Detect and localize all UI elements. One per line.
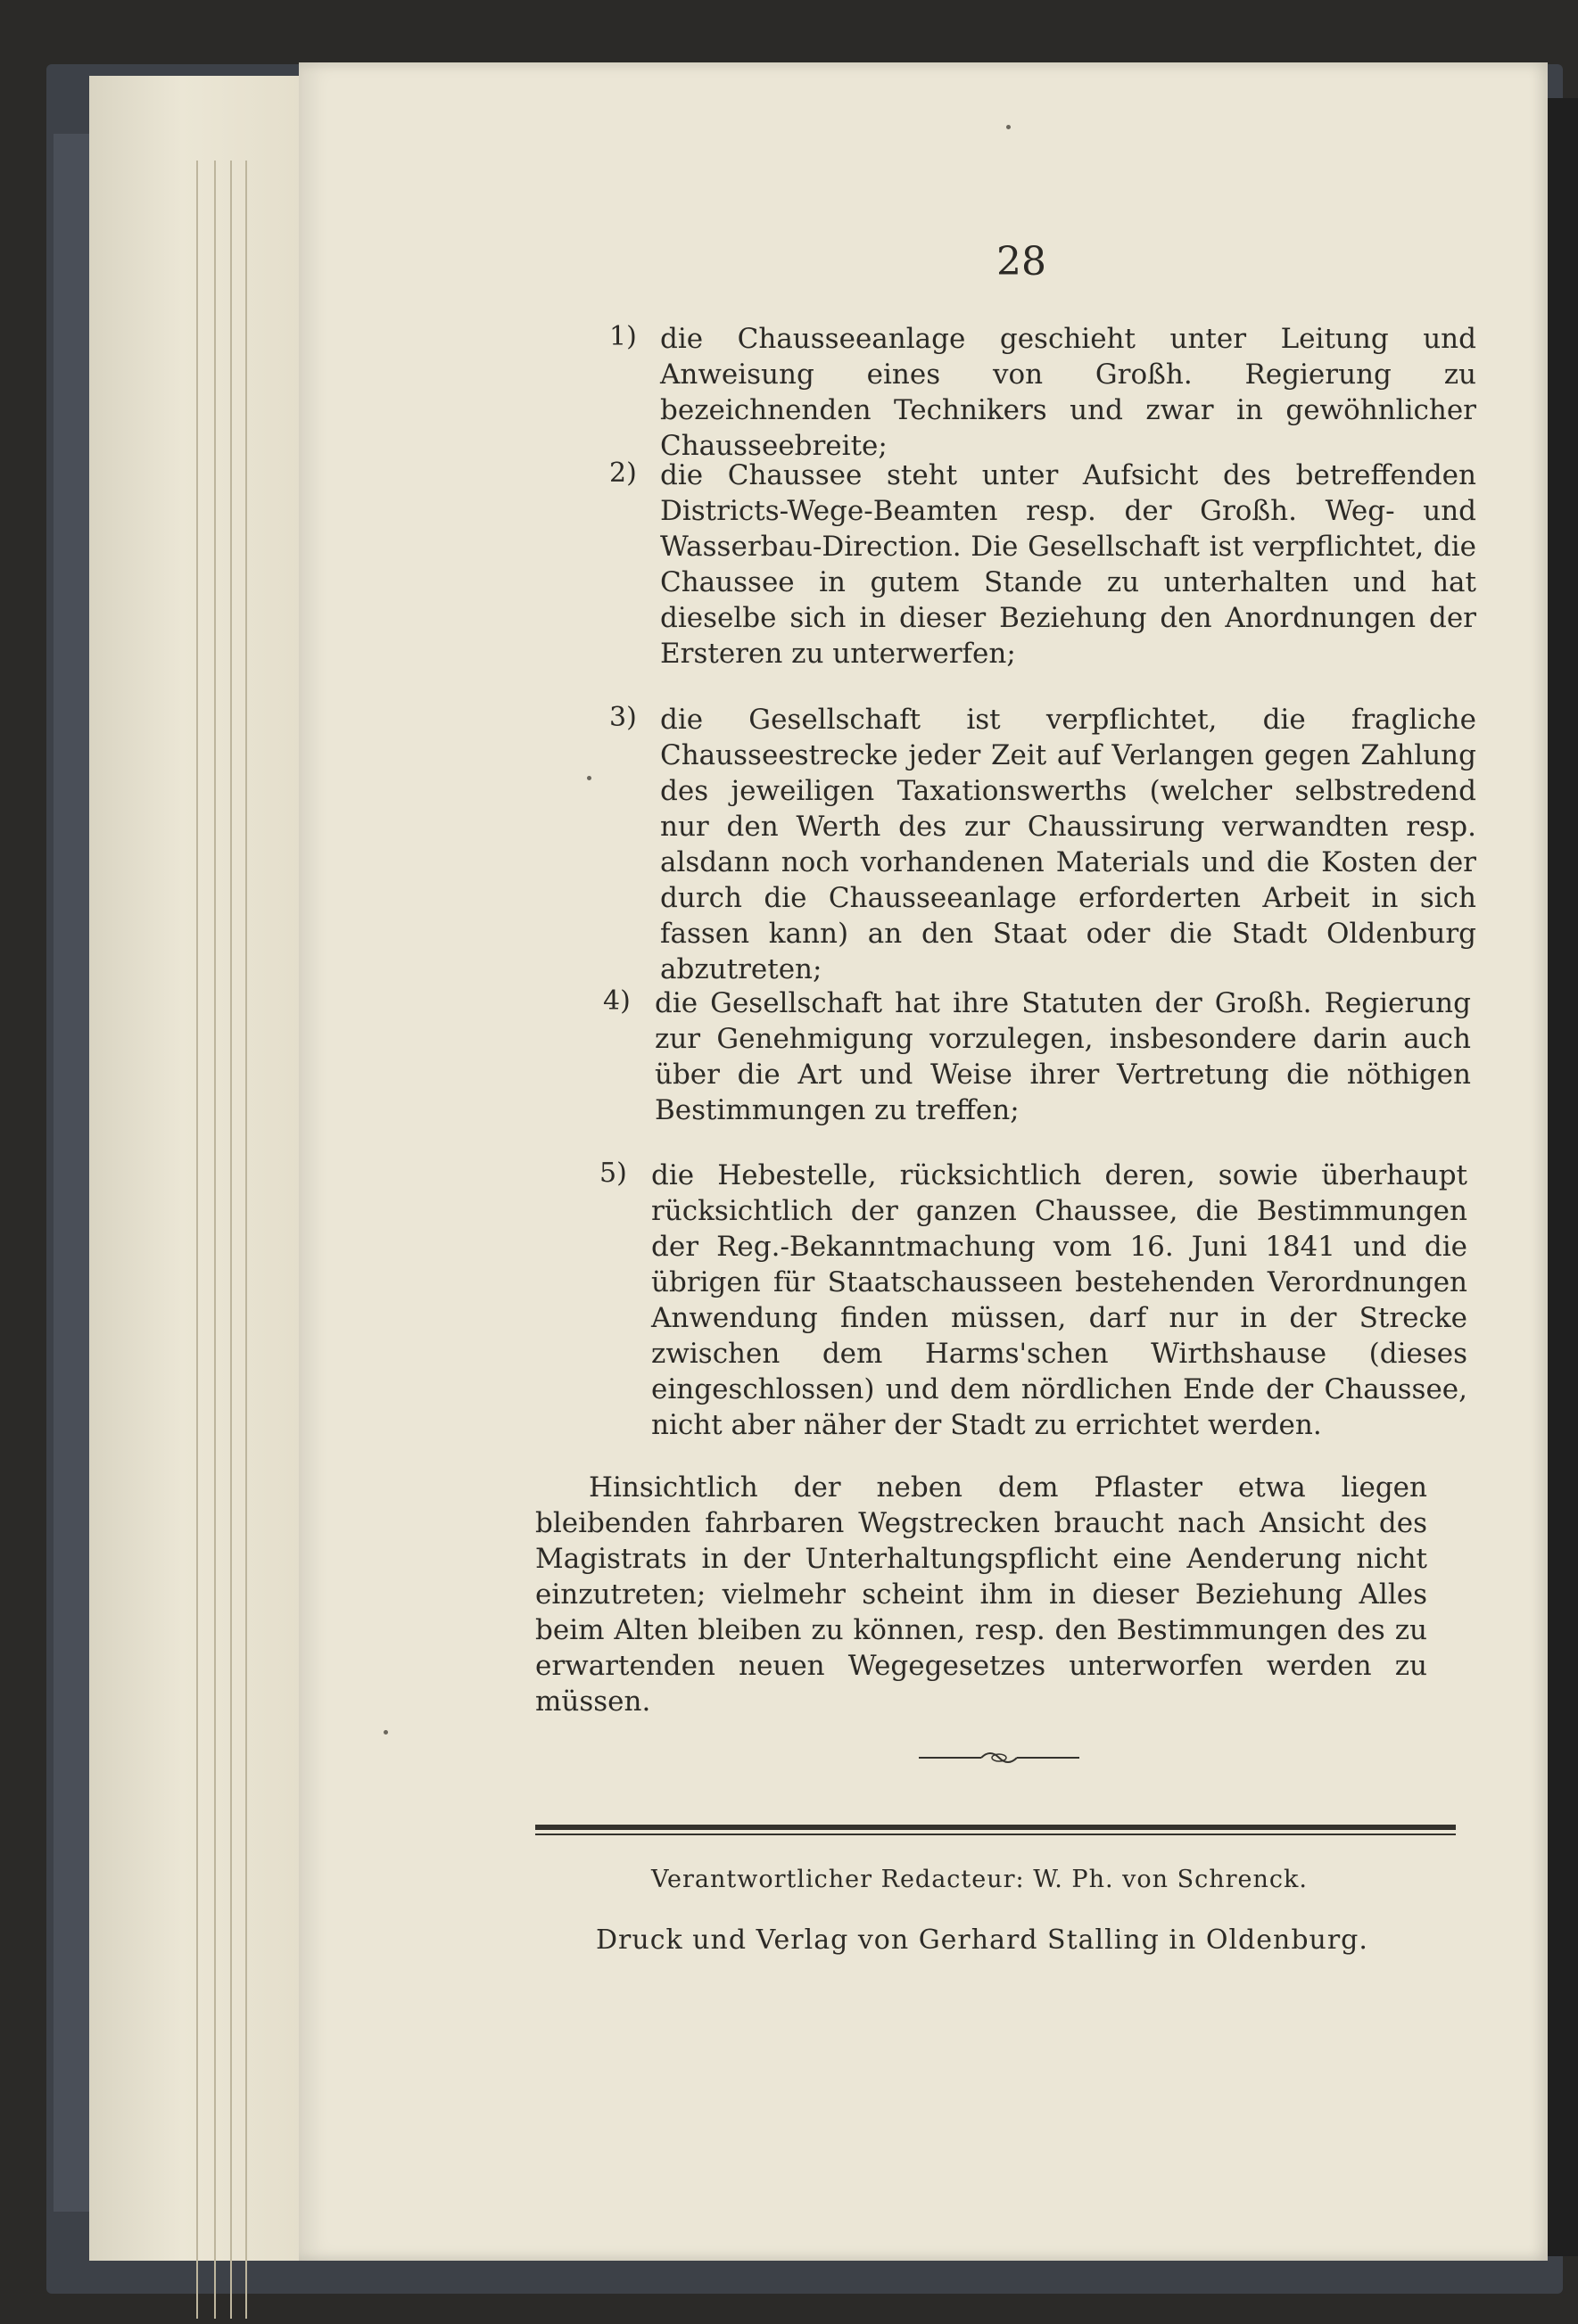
- item-number: 2): [609, 457, 637, 489]
- page-edge-line: [196, 161, 198, 2319]
- page-stack: [89, 76, 322, 2261]
- item-number: 1): [609, 321, 637, 352]
- paper-speck: [587, 776, 591, 780]
- item-text: die Gesellschaft hat ihre Statuten der Großh. Regierung zur Genehmigung vorzulegen, insbesondere darin auch über die Art und Weise ihrer Vertretung die nöthigen Bestimmungen zu treffen;: [655, 987, 1471, 1126]
- page-number: 28: [996, 239, 1046, 284]
- page-edge-line: [214, 161, 216, 2319]
- item-number: 3): [609, 702, 637, 733]
- page-edge-line: [230, 161, 232, 2319]
- item-number: 4): [603, 985, 631, 1017]
- footer-rule: [535, 1825, 1456, 1830]
- body-paragraph: Hinsichtlich der neben dem Pflaster etwa liegen bleibenden fahrbaren Wegstrecken braucht nach Ansicht des Magistrats in der Unterhaltungspflicht eine Aenderung nicht einzutreten; vielmehr scheint ihm in dieser Beziehung Alles beim Alten bleiben zu können, resp. den Bestimmungen des zu erwartenden neuen Wegegesetzes unterworfen werden zu müssen.: [535, 1471, 1427, 1718]
- printer-line: Druck und Verlag von Gerhard Stalling in Oldenburg.: [596, 1924, 1368, 1956]
- ornament-divider: [919, 1744, 1079, 1771]
- item-text: die Chausseeanlage geschieht unter Leitung und Anweisung eines von Großh. Regierung zu bezeichnenden Technikers und zwar in gewöhnlicher Chausseebreite;: [660, 323, 1476, 462]
- background-edge: [1543, 98, 1578, 2256]
- editor-line: Verantwortlicher Redacteur: W. Ph. von Schrenck.: [651, 1866, 1308, 1893]
- item-number: 5): [599, 1158, 627, 1189]
- item-text: die Chaussee steht unter Aufsicht des betreffenden Districts-Wege-Beamten resp. der Großh. Weg- und Wasserbau-Direction. Die Gesellschaft ist verpflichtet, die Chaussee in gutem Stande zu unterhalten und hat dieselbe sich in dieser Beziehung den Anordnungen der Ersteren zu unterwerfen;: [660, 459, 1476, 670]
- footer-rule-thin: [535, 1834, 1456, 1835]
- item-text: die Hebestelle, rücksichtlich deren, sowie überhaupt rücksichtlich der ganzen Chaussee, die Bestimmungen der Reg.-Bekanntmachung vom 16. Juni 1841 und die übrigen für Staatschausseen bestehenden Verordnungen Anwendung finden müssen, darf nur in der Strecke zwischen dem Harms'schen Wirthshause (dieses eingeschlossen) und dem nördlichen Ende der Chaussee, nicht aber näher der Stadt zu errichtet werden.: [651, 1159, 1467, 1441]
- paper-speck: [1006, 125, 1011, 129]
- page-edge-line: [245, 161, 247, 2319]
- paper-speck: [384, 1730, 388, 1735]
- item-text: die Gesellschaft ist verpflichtet, die fragliche Chausseestrecke jeder Zeit auf Verlangen gegen Zahlung des jeweiligen Taxationswerths (welcher selbstredend nur den Werth des zur Chaussirung verwandten resp. alsdann noch vorhandenen Materials und die Kosten der durch die Chausseeanlage erforderten Arbeit in sich fassen kann) an den Staat oder die Stadt Oldenburg abzutreten;: [660, 704, 1476, 985]
